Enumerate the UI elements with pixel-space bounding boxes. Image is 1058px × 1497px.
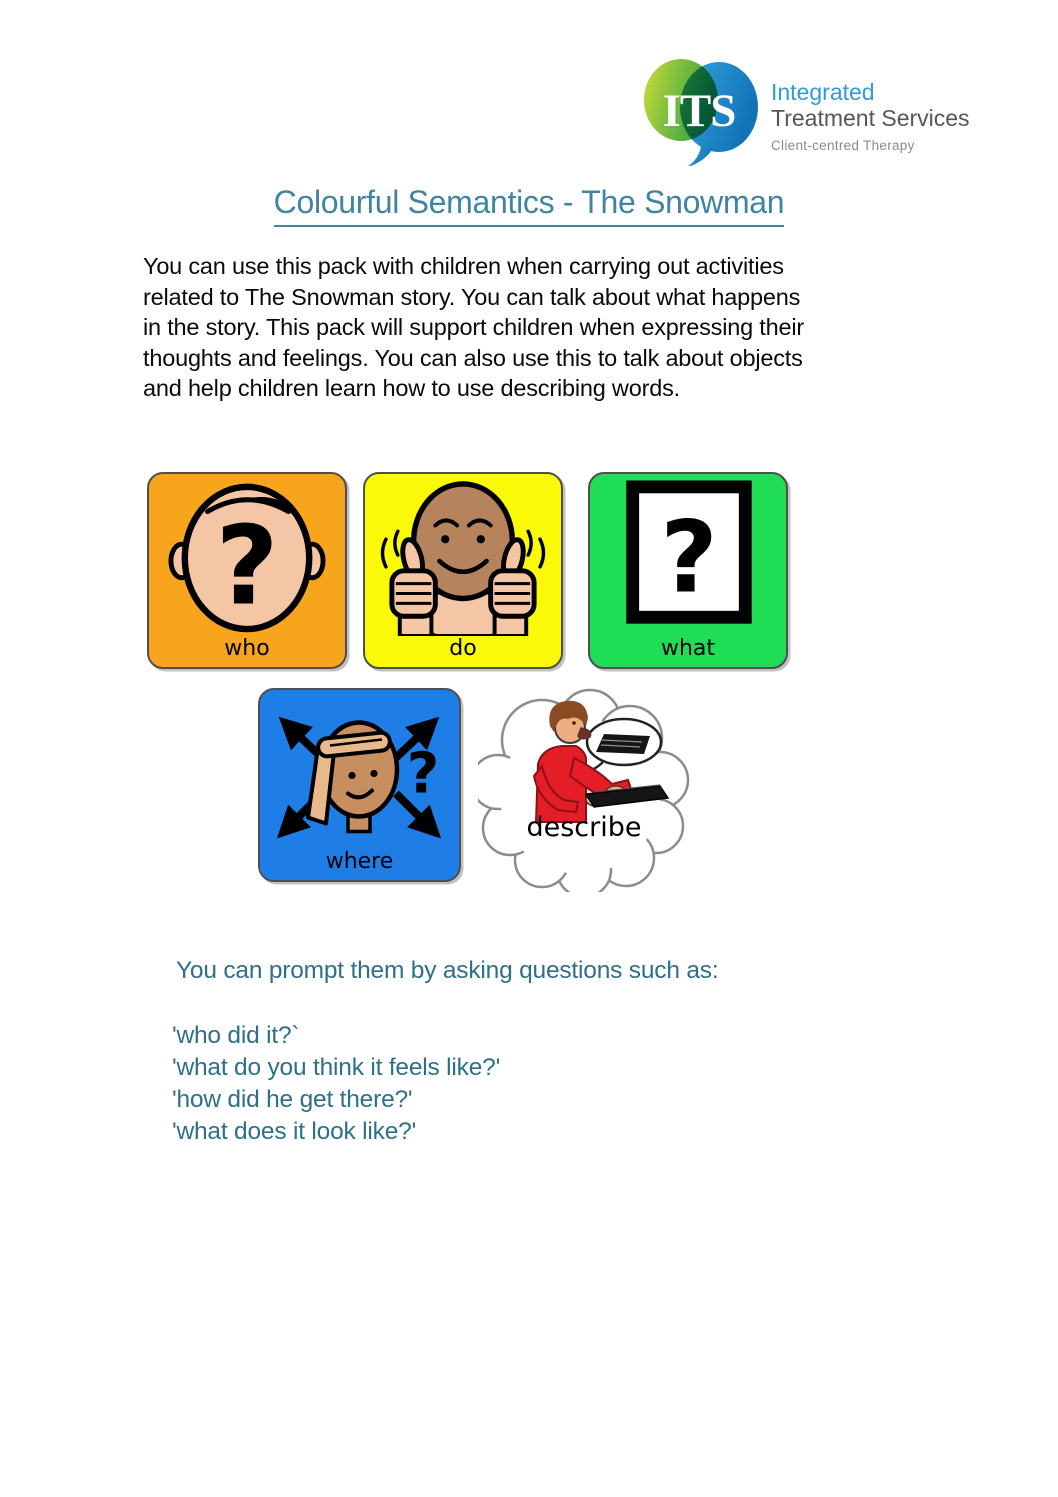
- prompt-heading: You can prompt them by asking questions such as:: [176, 957, 719, 984]
- svg-text:?: ?: [406, 741, 440, 807]
- svg-text:?: ?: [660, 500, 718, 616]
- boxed-question-mark-icon: [590, 478, 786, 636]
- question-list: [172, 1020, 500, 1148]
- intro-line: and help children learn how to use describing words.: [143, 375, 680, 402]
- logo-tagline: Client-centred Therapy: [771, 137, 915, 153]
- svg-text:?: ?: [215, 502, 279, 630]
- card-label-who: who: [224, 636, 270, 661]
- card-label-do: do: [449, 636, 477, 661]
- question-line: 'what does it look like?': [172, 1118, 417, 1145]
- symbol-card-do: [363, 472, 563, 669]
- symbol-card-describe: [478, 686, 690, 892]
- its-logo: [641, 54, 970, 166]
- symbol-card-what: [588, 472, 788, 669]
- question-line: 'what do you think it feels like?': [172, 1054, 501, 1081]
- its-speech-bubbles-icon: [641, 54, 761, 166]
- page-title: Colourful Semantics - The Snowman: [0, 184, 1058, 227]
- intro-line: in the story. This pack will support children when expressing their: [143, 314, 805, 341]
- head-with-question-mark-icon: [149, 478, 345, 636]
- intro-line: related to The Snowman story. You can talk about what happens: [143, 283, 801, 310]
- logo-name-line1: Integrated: [771, 79, 875, 105]
- intro-paragraph: [143, 251, 804, 404]
- card-label-where: where: [325, 849, 394, 874]
- person-describing-cloud-icon: [478, 686, 690, 892]
- question-line: 'who did it?`: [172, 1022, 300, 1049]
- logo-name-line2: Treatment Services: [771, 104, 970, 131]
- card-label-describe: describe: [526, 812, 642, 843]
- symbol-card-where: [258, 688, 461, 882]
- svg-text:ITS: ITS: [662, 85, 736, 137]
- person-thumbs-up-icon: [365, 478, 561, 636]
- person-searching-arrows-icon: [260, 694, 459, 852]
- card-label-what: what: [660, 636, 716, 661]
- symbol-card-who: [147, 472, 347, 669]
- intro-line: thoughts and feelings. You can also use this to talk about objects: [143, 344, 803, 371]
- intro-line: You can use this pack with children when carrying out activities: [143, 253, 784, 279]
- question-line: 'how did he get there?': [172, 1086, 413, 1113]
